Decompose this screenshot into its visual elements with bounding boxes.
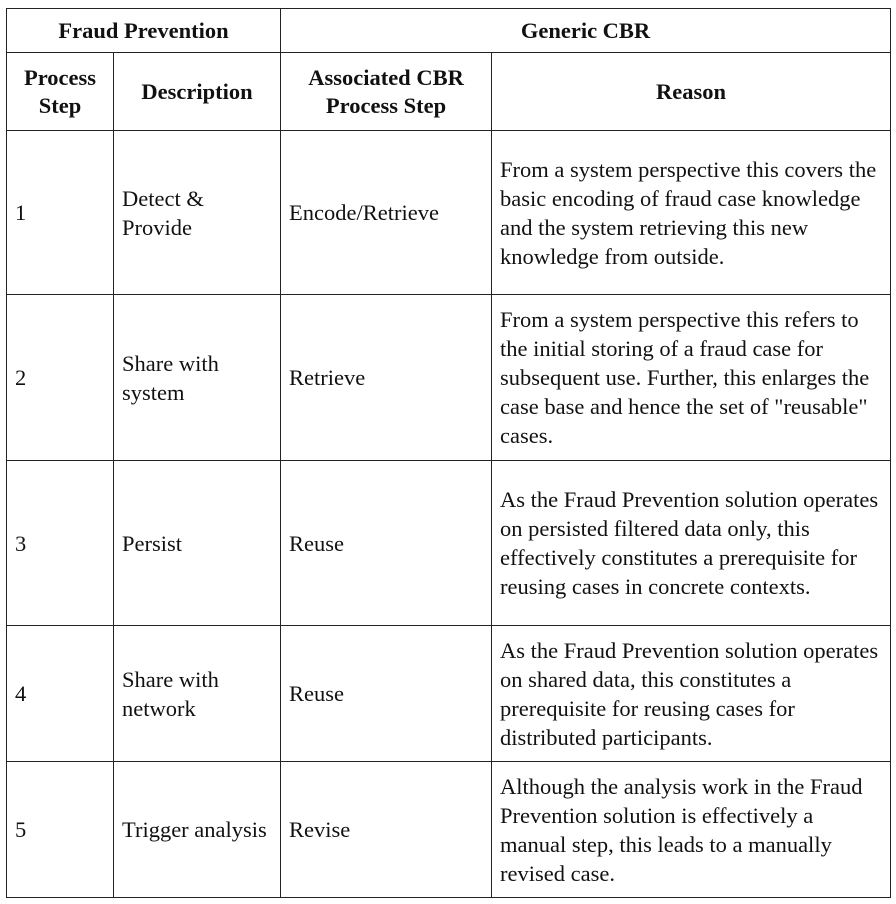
column-header-row [7, 53, 891, 131]
cell-reason: As the Fraud Prevention solution operates on shared data, this constitutes a prerequisite for reusing cases for distributed participants. [492, 626, 891, 762]
group-header-fraud-prevention: Fraud Prevention [7, 9, 281, 53]
cell-description: Detect & Provide [114, 131, 281, 295]
cell-cbr-step: Revise [281, 762, 492, 898]
group-header-row [7, 9, 891, 53]
cell-cbr-step: Reuse [281, 461, 492, 626]
cell-description: Persist [114, 461, 281, 626]
cell-description: Trigger analysis [114, 762, 281, 898]
table-row [7, 626, 891, 762]
group-header-generic-cbr: Generic CBR [281, 9, 891, 53]
column-header-description: Description [114, 53, 281, 131]
column-header-associated-cbr: Associated CBR Process Step [281, 53, 492, 131]
table-row [7, 461, 891, 626]
column-header-process-step: Process Step [7, 53, 114, 131]
cell-process-step: 3 [7, 461, 114, 626]
cell-cbr-step: Retrieve [281, 295, 492, 461]
cell-process-step: 1 [7, 131, 114, 295]
column-header-reason: Reason [492, 53, 891, 131]
cell-cbr-step: Encode/Retrieve [281, 131, 492, 295]
table-row [7, 131, 891, 295]
fraud-prevention-cbr-table [6, 8, 891, 898]
cell-process-step: 5 [7, 762, 114, 898]
cell-cbr-step: Reuse [281, 626, 492, 762]
cell-reason: As the Fraud Prevention solution operates on persisted filtered data only, this effectively constitutes a prerequisite for reusing cases in concrete contexts. [492, 461, 891, 626]
cell-description: Share with system [114, 295, 281, 461]
table-row [7, 762, 891, 898]
cell-process-step: 4 [7, 626, 114, 762]
cell-reason: Although the analysis work in the Fraud Prevention solution is effectively a manual step, this leads to a manually revised case. [492, 762, 891, 898]
cell-reason: From a system perspective this covers the basic encoding of fraud case knowledge and the system retrieving this new knowledge from outside. [492, 131, 891, 295]
cell-process-step: 2 [7, 295, 114, 461]
cell-reason: From a system perspective this refers to the initial storing of a fraud case for subsequent use. Further, this enlarges the case base and hence the set of "reusable" cases. [492, 295, 891, 461]
cell-description: Share with network [114, 626, 281, 762]
table-row [7, 295, 891, 461]
